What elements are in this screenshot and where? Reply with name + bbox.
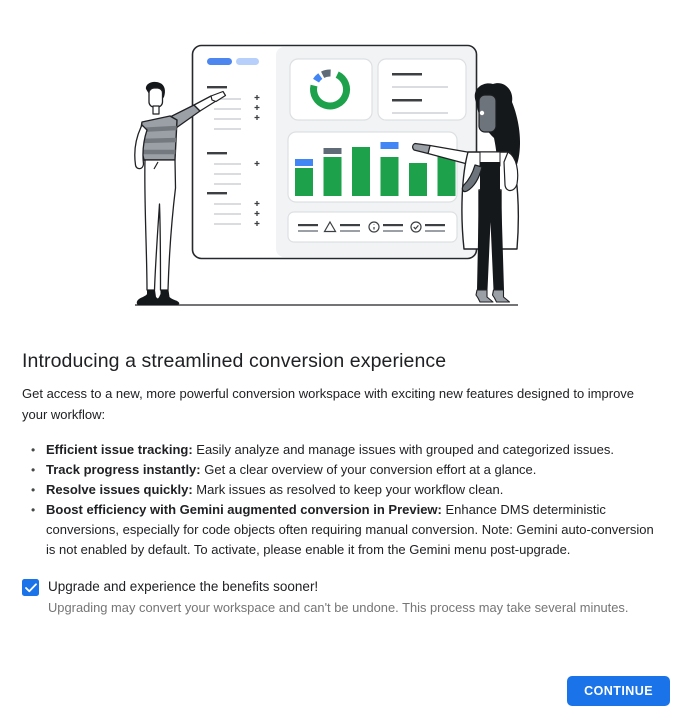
- summary-card: [378, 59, 466, 120]
- intro-text: Get access to a new, more powerful conversion workspace with exciting new features designed to improve your workflow:: [22, 386, 635, 422]
- feature-description: Mark issues as resolved to keep your workflow clean.: [192, 482, 504, 497]
- upgrade-checkbox[interactable]: [22, 579, 39, 596]
- list-item: [22, 480, 658, 500]
- feature-title: Track progress instantly:: [46, 462, 201, 477]
- upgrade-option: [22, 577, 642, 616]
- status-row-card: [288, 212, 457, 242]
- feature-title: Efficient issue tracking:: [46, 442, 193, 457]
- conversion-illustration: [130, 40, 520, 310]
- feature-title: Boost efficiency with Gemini augmented conversion in Preview:: [46, 502, 442, 517]
- page-title: Introducing a streamlined conversion experience: [22, 350, 447, 372]
- checkbox-sublabel: Upgrading may convert your workspace and can't be undone. This process may take several minutes.: [48, 600, 629, 615]
- feature-title: Resolve issues quickly:: [46, 482, 193, 497]
- bar-chart-card: [288, 132, 457, 202]
- checkbox-label[interactable]: Upgrade and experience the benefits sooner!: [48, 579, 319, 594]
- donut-chart-card: [290, 59, 372, 120]
- feature-description: Get a clear overview of your conversion effort at a glance.: [200, 462, 537, 477]
- list-item: [22, 460, 658, 480]
- feature-description: Easily analyze and manage issues with grouped and categorized issues.: [192, 442, 614, 457]
- list-item: [22, 440, 658, 460]
- checkmark-icon: [25, 583, 37, 593]
- feature-list: [22, 440, 658, 560]
- continue-button[interactable]: CONTINUE: [567, 676, 670, 706]
- list-item: [22, 500, 658, 560]
- feature-description: Enhance DMS deterministic conversions, especially for code objects often requiring manual conversion. Note: Gemini auto-conversion is not enabled by default. To activate, please enable it from the Gemini menu post-upgrade.: [46, 502, 654, 557]
